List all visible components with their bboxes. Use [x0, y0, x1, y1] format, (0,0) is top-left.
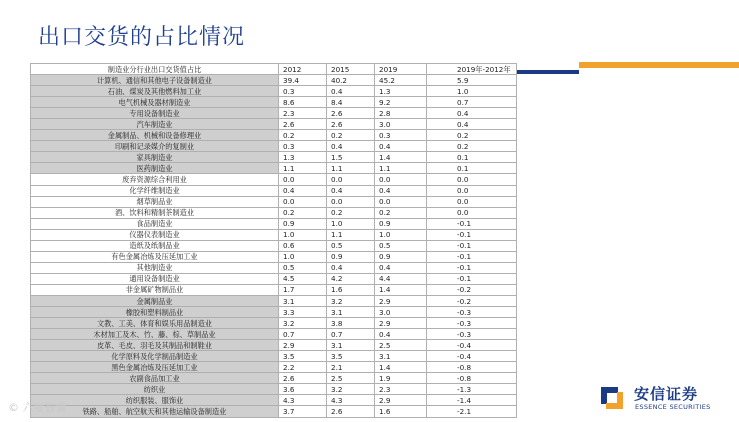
diff-cell: -0.1 [427, 218, 517, 229]
table-row [31, 75, 517, 86]
diff-cell: -0.4 [427, 351, 517, 362]
table-row [31, 86, 517, 97]
table-row [31, 362, 517, 373]
value-2019-cell: 0.4 [375, 329, 427, 340]
industry-cell: 家具制造业 [31, 152, 279, 163]
table-row [31, 406, 517, 417]
value-2019-cell: 1.4 [375, 284, 427, 295]
table-body [31, 75, 517, 417]
industry-cell: 非金属矿物制品业 [31, 284, 279, 295]
diff-cell: -0.4 [427, 340, 517, 351]
value-2012-cell: 2.2 [279, 362, 327, 373]
value-2019-cell: 0.4 [375, 141, 427, 152]
value-2012-cell: 3.5 [279, 351, 327, 362]
industry-cell: 其他制造业 [31, 262, 279, 273]
value-2012-cell: 1.1 [279, 163, 327, 174]
industry-cell: 农副食品加工业 [31, 373, 279, 384]
industry-cell: 汽车制造业 [31, 119, 279, 130]
blue-accent-bar [515, 70, 579, 74]
value-2019-cell: 0.4 [375, 185, 427, 196]
value-2019-cell: 1.4 [375, 362, 427, 373]
slide-title: 出口交货的占比情况 [38, 25, 246, 50]
value-2012-cell: 1.7 [279, 284, 327, 295]
value-2015-cell: 0.4 [327, 185, 375, 196]
industry-cell: 印刷和记录媒介的复制业 [31, 141, 279, 152]
value-2015-cell: 1.1 [327, 163, 375, 174]
value-2012-cell: 0.0 [279, 196, 327, 207]
value-2019-cell: 1.6 [375, 406, 427, 417]
value-2012-cell: 1.3 [279, 152, 327, 163]
value-2015-cell: 3.8 [327, 318, 375, 329]
industry-cell: 金属制品、机械和设备修理业 [31, 130, 279, 141]
value-2015-cell: 1.1 [327, 229, 375, 240]
industry-cell: 石油、煤炭及其他燃料加工业 [31, 86, 279, 97]
value-2019-cell: 0.3 [375, 130, 427, 141]
industry-cell: 医药制造业 [31, 163, 279, 174]
value-2019-cell: 45.2 [375, 75, 427, 86]
value-2019-cell: 0.5 [375, 240, 427, 251]
value-2012-cell: 2.6 [279, 373, 327, 384]
value-2012-cell: 0.3 [279, 141, 327, 152]
value-2015-cell: 3.5 [327, 351, 375, 362]
value-2019-cell: 0.4 [375, 262, 427, 273]
value-2015-cell: 8.4 [327, 97, 375, 108]
value-2015-cell: 0.7 [327, 329, 375, 340]
value-2012-cell: 0.6 [279, 240, 327, 251]
table-row [31, 395, 517, 406]
value-2015-cell: 0.4 [327, 86, 375, 97]
value-2019-cell: 3.0 [375, 119, 427, 130]
diff-cell: 1.0 [427, 86, 517, 97]
diff-cell: 0.2 [427, 141, 517, 152]
industry-cell: 烟草制品业 [31, 196, 279, 207]
value-2012-cell: 3.1 [279, 295, 327, 306]
industry-cell: 纺织服装、服饰业 [31, 395, 279, 406]
header-industry: 制造业分行业出口交货值占比 [31, 64, 279, 75]
industry-cell: 木材加工及木、竹、藤、棕、草制品业 [31, 329, 279, 340]
diff-cell: 0.0 [427, 174, 517, 185]
orange-accent-bar [579, 62, 739, 68]
table-row [31, 373, 517, 384]
value-2019-cell: 1.4 [375, 152, 427, 163]
diff-cell: 0.0 [427, 185, 517, 196]
watermark-text: © 六度智囊 [8, 401, 67, 414]
value-2015-cell: 1.6 [327, 284, 375, 295]
value-2015-cell: 2.6 [327, 406, 375, 417]
value-2012-cell: 0.0 [279, 174, 327, 185]
industry-cell: 计算机、通信和其他电子设备制造业 [31, 75, 279, 86]
value-2019-cell: 2.9 [375, 295, 427, 306]
value-2012-cell: 8.6 [279, 97, 327, 108]
table-row [31, 240, 517, 251]
value-2015-cell: 4.2 [327, 273, 375, 284]
value-2019-cell: 3.0 [375, 307, 427, 318]
value-2012-cell: 3.2 [279, 318, 327, 329]
value-2019-cell: 0.2 [375, 207, 427, 218]
diff-cell: -1.3 [427, 384, 517, 395]
table-row [31, 185, 517, 196]
diff-cell: -0.1 [427, 251, 517, 262]
export-share-table [30, 63, 517, 418]
diff-cell: 0.0 [427, 207, 517, 218]
table-row [31, 318, 517, 329]
value-2015-cell: 2.5 [327, 373, 375, 384]
industry-cell: 化学原料及化学制品制造业 [31, 351, 279, 362]
value-2015-cell: 40.2 [327, 75, 375, 86]
table-row [31, 174, 517, 185]
value-2019-cell: 1.3 [375, 86, 427, 97]
table-row [31, 295, 517, 306]
industry-cell: 皮革、毛皮、羽毛及其制品和制鞋业 [31, 340, 279, 351]
diff-cell: -0.2 [427, 295, 517, 306]
value-2012-cell: 3.6 [279, 384, 327, 395]
diff-cell: 5.9 [427, 75, 517, 86]
table-row [31, 141, 517, 152]
value-2012-cell: 0.4 [279, 185, 327, 196]
value-2015-cell: 0.2 [327, 130, 375, 141]
value-2012-cell: 2.6 [279, 119, 327, 130]
value-2019-cell: 9.2 [375, 97, 427, 108]
value-2019-cell: 0.0 [375, 196, 427, 207]
value-2019-cell: 2.3 [375, 384, 427, 395]
value-2019-cell: 2.8 [375, 108, 427, 119]
industry-cell: 仪器仪表制造业 [31, 229, 279, 240]
table-row [31, 229, 517, 240]
industry-cell: 电气机械及器材制造业 [31, 97, 279, 108]
table-row [31, 218, 517, 229]
table-row [31, 284, 517, 295]
header-2019: 2019 [375, 64, 427, 75]
diff-cell: -0.8 [427, 362, 517, 373]
table-row [31, 273, 517, 284]
value-2015-cell: 3.1 [327, 340, 375, 351]
header-diff: 2019年-2012年 [427, 64, 517, 75]
table-row [31, 108, 517, 119]
industry-cell: 通用设备制造业 [31, 273, 279, 284]
value-2012-cell: 39.4 [279, 75, 327, 86]
table-row [31, 97, 517, 108]
value-2015-cell: 0.4 [327, 141, 375, 152]
value-2012-cell: 0.2 [279, 207, 327, 218]
value-2019-cell: 4.4 [375, 273, 427, 284]
value-2015-cell: 0.9 [327, 251, 375, 262]
diff-cell: -0.1 [427, 262, 517, 273]
diff-cell: -0.1 [427, 229, 517, 240]
value-2015-cell: 2.1 [327, 362, 375, 373]
value-2012-cell: 0.5 [279, 262, 327, 273]
table-row [31, 130, 517, 141]
diff-cell: -0.2 [427, 284, 517, 295]
table-row [31, 329, 517, 340]
value-2012-cell: 0.7 [279, 329, 327, 340]
essence-logo-icon [598, 384, 626, 412]
table-row [31, 119, 517, 130]
table-row [31, 262, 517, 273]
value-2015-cell: 2.6 [327, 119, 375, 130]
value-2012-cell: 0.3 [279, 86, 327, 97]
value-2015-cell: 0.0 [327, 174, 375, 185]
diff-cell: -2.1 [427, 406, 517, 417]
header-2012: 2012 [279, 64, 327, 75]
table-row [31, 207, 517, 218]
diff-cell: -0.3 [427, 329, 517, 340]
industry-cell: 专用设备制造业 [31, 108, 279, 119]
industry-cell: 造纸及纸制品业 [31, 240, 279, 251]
value-2015-cell: 2.6 [327, 108, 375, 119]
table-header-row [31, 64, 517, 75]
value-2012-cell: 1.0 [279, 251, 327, 262]
value-2012-cell: 4.5 [279, 273, 327, 284]
value-2012-cell: 1.0 [279, 229, 327, 240]
table-row [31, 163, 517, 174]
value-2012-cell: 0.2 [279, 130, 327, 141]
industry-cell: 化学纤维制造业 [31, 185, 279, 196]
value-2019-cell: 1.9 [375, 373, 427, 384]
value-2012-cell: 2.3 [279, 108, 327, 119]
value-2015-cell: 0.4 [327, 262, 375, 273]
diff-cell: 0.4 [427, 119, 517, 130]
value-2015-cell: 1.5 [327, 152, 375, 163]
diff-cell: -0.1 [427, 273, 517, 284]
header-2015: 2015 [327, 64, 375, 75]
value-2019-cell: 2.9 [375, 395, 427, 406]
diff-cell: -0.3 [427, 307, 517, 318]
table-row [31, 384, 517, 395]
value-2019-cell: 3.1 [375, 351, 427, 362]
value-2012-cell: 0.9 [279, 218, 327, 229]
diff-cell: -0.8 [427, 373, 517, 384]
value-2015-cell: 4.3 [327, 395, 375, 406]
diff-cell: -0.1 [427, 240, 517, 251]
table-row [31, 351, 517, 362]
table-row [31, 340, 517, 351]
value-2012-cell: 4.3 [279, 395, 327, 406]
industry-cell: 黑色金属冶炼及压延加工业 [31, 362, 279, 373]
diff-cell: -0.3 [427, 318, 517, 329]
value-2012-cell: 3.3 [279, 307, 327, 318]
value-2015-cell: 3.2 [327, 295, 375, 306]
diff-cell: 0.1 [427, 152, 517, 163]
diff-cell: 0.4 [427, 108, 517, 119]
value-2015-cell: 0.5 [327, 240, 375, 251]
value-2015-cell: 3.1 [327, 307, 375, 318]
diff-cell: -1.4 [427, 395, 517, 406]
value-2019-cell: 2.5 [375, 340, 427, 351]
value-2015-cell: 0.2 [327, 207, 375, 218]
diff-cell: 0.1 [427, 163, 517, 174]
diff-cell: 0.0 [427, 196, 517, 207]
value-2019-cell: 2.9 [375, 318, 427, 329]
industry-cell: 文教、工美、体育和娱乐用品制造业 [31, 318, 279, 329]
diff-cell: 0.2 [427, 130, 517, 141]
logo-name-en: ESSENCE SECURITIES [635, 403, 711, 411]
industry-cell: 金属制品业 [31, 295, 279, 306]
value-2015-cell: 3.2 [327, 384, 375, 395]
table-row [31, 307, 517, 318]
industry-cell: 纺织业 [31, 384, 279, 395]
industry-cell: 有色金属冶炼及压延加工业 [31, 251, 279, 262]
table-row [31, 196, 517, 207]
company-logo [598, 383, 728, 413]
value-2019-cell: 0.0 [375, 174, 427, 185]
value-2012-cell: 3.7 [279, 406, 327, 417]
value-2019-cell: 0.9 [375, 251, 427, 262]
industry-cell: 橡胶和塑料制品业 [31, 307, 279, 318]
diff-cell: 0.7 [427, 97, 517, 108]
table-row [31, 251, 517, 262]
value-2015-cell: 1.0 [327, 218, 375, 229]
value-2019-cell: 1.1 [375, 163, 427, 174]
value-2019-cell: 0.9 [375, 218, 427, 229]
industry-cell: 废弃资源综合利用业 [31, 174, 279, 185]
industry-cell: 酒、饮料和精制茶制造业 [31, 207, 279, 218]
value-2019-cell: 1.0 [375, 229, 427, 240]
table-row [31, 152, 517, 163]
value-2015-cell: 0.0 [327, 196, 375, 207]
industry-cell: 铁路、船舶、航空航天和其他运输设备制造业 [31, 406, 279, 417]
logo-name-cn: 安信证券 [634, 385, 699, 403]
industry-cell: 食品制造业 [31, 218, 279, 229]
value-2012-cell: 2.9 [279, 340, 327, 351]
